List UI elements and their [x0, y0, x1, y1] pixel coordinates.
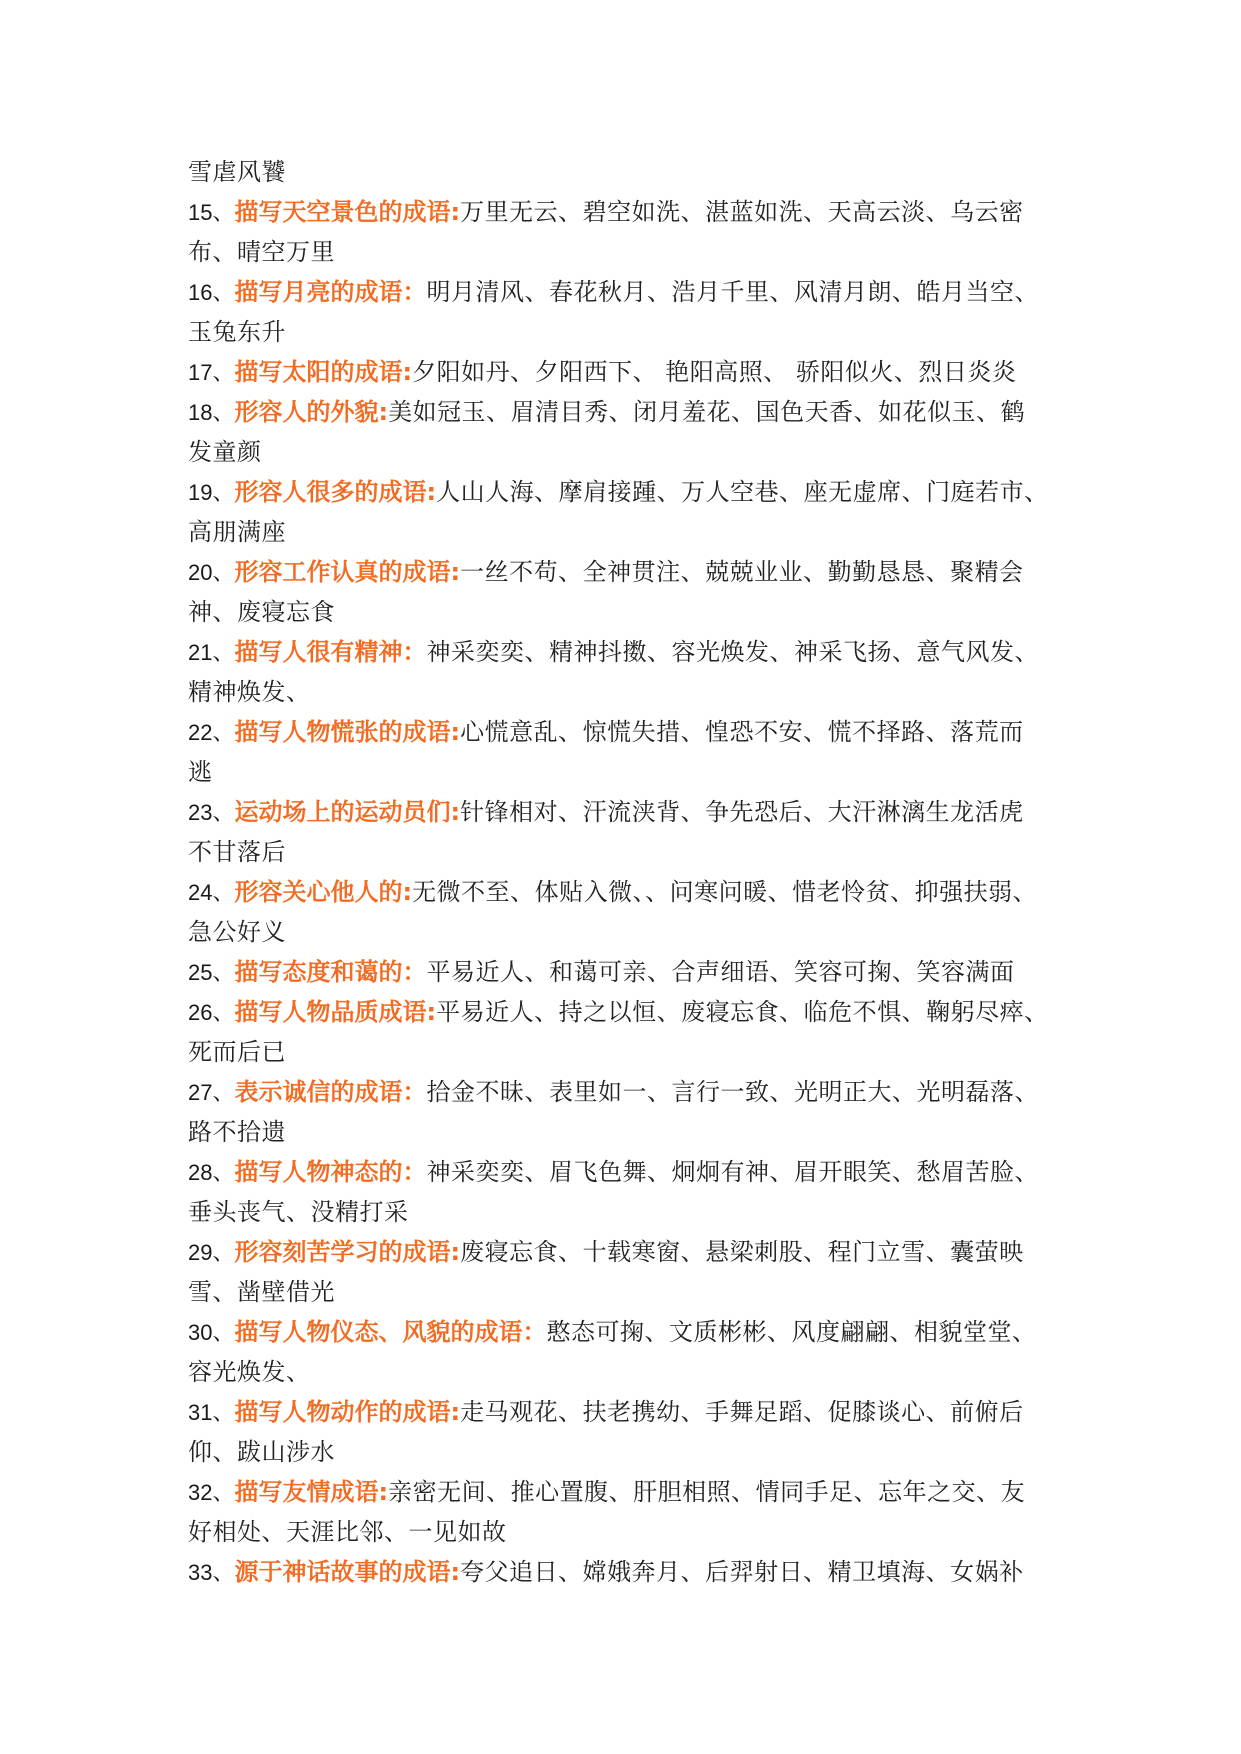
- continuation-line: [188, 1032, 1068, 1072]
- idiom-list-text: 神采奕奕、精神抖擞、容光焕发、神采飞扬、意气风发、: [426, 638, 1039, 666]
- category-heading: 描写月亮的成语：: [234, 278, 427, 306]
- entry-number: 31、: [188, 1400, 235, 1425]
- document-page: [188, 152, 1068, 1592]
- idiom-entry-line: [188, 952, 1068, 992]
- idiom-entry-line: [188, 1312, 1068, 1352]
- idiom-list-text: 高朋满座: [188, 518, 286, 546]
- category-heading: 形容关心他人的:: [234, 878, 413, 906]
- idiom-list-text: 美如冠玉、眉清目秀、闭月羞花、国色天香、如花似玉、鹤: [388, 398, 1026, 426]
- category-heading: 描写天空景色的成语:: [234, 198, 461, 226]
- category-heading: 描写人物品质成语:: [234, 998, 437, 1026]
- idiom-list-text: 布、晴空万里: [188, 238, 335, 266]
- continuation-line: [188, 1192, 1068, 1232]
- idiom-entry-line: [188, 192, 1068, 232]
- idiom-list-text: 玉兔东升: [188, 318, 286, 346]
- idiom-list-text: 不甘落后: [188, 838, 286, 866]
- category-heading: 描写态度和蔼的：: [234, 958, 427, 986]
- idiom-list-text: 平易近人、持之以恒、废寝忘食、临危不惧、鞠躬尽瘁、: [436, 998, 1049, 1026]
- category-heading: 源于神话故事的成语:: [234, 1558, 461, 1586]
- entry-number: 16、: [188, 280, 235, 305]
- entry-number: 19、: [188, 480, 235, 505]
- idiom-list-text: 路不拾遗: [188, 1118, 286, 1146]
- category-heading: 描写友情成语:: [234, 1478, 389, 1506]
- entry-number: 17、: [188, 360, 235, 385]
- entry-number: 23、: [188, 800, 235, 825]
- idiom-list-text: 憨态可掬、文质彬彬、风度翩翩、相貌堂堂、: [546, 1318, 1037, 1346]
- continuation-line: [188, 152, 1068, 192]
- entry-number: 20、: [188, 560, 235, 585]
- idiom-entry-line: [188, 992, 1068, 1032]
- idiom-entry-line: [188, 632, 1068, 672]
- idiom-list-text: 一丝不苟、全神贯注、兢兢业业、勤勤恳恳、聚精会: [460, 558, 1024, 586]
- idiom-entry-line: [188, 1072, 1068, 1112]
- entry-number: 32、: [188, 1480, 235, 1505]
- idiom-entry-line: [188, 272, 1068, 312]
- continuation-line: [188, 1112, 1068, 1152]
- category-heading: 描写人物动作的成语:: [234, 1398, 461, 1426]
- category-heading: 描写太阳的成语:: [234, 358, 413, 386]
- idiom-list-text: 仰、跋山涉水: [188, 1438, 335, 1466]
- idiom-entry-line: [188, 352, 1068, 392]
- idiom-entry-line: [188, 1472, 1068, 1512]
- continuation-line: [188, 1352, 1068, 1392]
- idiom-list-text: 急公好义: [188, 918, 286, 946]
- entry-number: 28、: [188, 1160, 235, 1185]
- continuation-line: [188, 512, 1068, 552]
- category-heading: 运动场上的运动员们:: [234, 798, 461, 826]
- idiom-list-text: 心慌意乱、惊慌失措、惶恐不安、慌不择路、落荒而: [460, 718, 1024, 746]
- idiom-list-text: 发童颜: [188, 438, 262, 466]
- idiom-list-text: 容光焕发、: [188, 1358, 311, 1386]
- idiom-list-text: 人山人海、摩肩接踵、万人空巷、座无虚席、门庭若市、: [436, 478, 1049, 506]
- idiom-entry-line: [188, 1152, 1068, 1192]
- idiom-list-text: 垂头丧气、没精打采: [188, 1198, 409, 1226]
- idiom-list-text: 拾金不昧、表里如一、言行一致、光明正大、光明磊落、: [426, 1078, 1039, 1106]
- idiom-list-text: 雪、凿壁借光: [188, 1278, 335, 1306]
- continuation-line: [188, 432, 1068, 472]
- idiom-list-text: 精神焕发、: [188, 678, 311, 706]
- idiom-list-text: 废寝忘食、十载寒窗、悬梁刺股、程门立雪、囊萤映: [460, 1238, 1024, 1266]
- category-heading: 形容人的外貌:: [234, 398, 389, 426]
- continuation-line: [188, 912, 1068, 952]
- category-heading: 形容工作认真的成语:: [234, 558, 461, 586]
- category-heading: 描写人很有精神：: [234, 638, 427, 666]
- entry-number: 30、: [188, 1320, 235, 1345]
- idiom-list-text: 走马观花、扶老携幼、手舞足蹈、促膝谈心、前俯后: [460, 1398, 1024, 1426]
- entry-number: 29、: [188, 1240, 235, 1265]
- idiom-list-text: 亲密无间、推心置腹、肝胆相照、情同手足、忘年之交、友: [388, 1478, 1026, 1506]
- entry-number: 21、: [188, 640, 235, 665]
- idiom-list-text: 无微不至、体贴入微、、问寒问暖、惜老怜贫、抑强扶弱、: [412, 878, 1038, 906]
- continuation-line: [188, 312, 1068, 352]
- idiom-entry-line: [188, 1552, 1068, 1592]
- idiom-entry-line: [188, 392, 1068, 432]
- continuation-line: [188, 832, 1068, 872]
- category-heading: 形容人很多的成语:: [234, 478, 437, 506]
- continuation-line: [188, 1272, 1068, 1312]
- idiom-list-text: 针锋相对、汗流浃背、争先恐后、大汗淋漓生龙活虎: [460, 798, 1024, 826]
- continuation-line: [188, 752, 1068, 792]
- category-heading: 描写人物神态的：: [234, 1158, 427, 1186]
- entry-number: 22、: [188, 720, 235, 745]
- idiom-list-text: 万里无云、碧空如洗、湛蓝如洗、天高云淡、乌云密: [460, 198, 1024, 226]
- idiom-list-text: 明月清风、春花秋月、浩月千里、风清月朗、皓月当空、: [426, 278, 1039, 306]
- entry-number: 33、: [188, 1560, 235, 1585]
- idiom-entry-line: [188, 872, 1068, 912]
- idiom-list-text: 神、废寝忘食: [188, 598, 335, 626]
- idiom-entry-line: [188, 472, 1068, 512]
- continuation-line: [188, 672, 1068, 712]
- idiom-entry-line: [188, 552, 1068, 592]
- idiom-list-text: 好相处、天涯比邻、一见如故: [188, 1518, 507, 1546]
- category-heading: 形容刻苦学习的成语:: [234, 1238, 461, 1266]
- idiom-list-text: 夕阳如丹、夕阳西下、 艳阳高照、 骄阳似火、烈日炎炎: [412, 358, 1017, 386]
- entry-number: 25、: [188, 960, 235, 985]
- category-heading: 表示诚信的成语：: [234, 1078, 427, 1106]
- idiom-list-text: 神采奕奕、眉飞色舞、炯炯有神、眉开眼笑、愁眉苦脸、: [426, 1158, 1039, 1186]
- entry-number: 18、: [188, 400, 235, 425]
- continuation-line: [188, 232, 1068, 272]
- idiom-list-text: 逃: [188, 758, 213, 786]
- continuation-line: [188, 1512, 1068, 1552]
- idiom-list-text: 平易近人、和蔼可亲、合声细语、笑容可掬、笑容满面: [426, 958, 1015, 986]
- category-heading: 描写人物慌张的成语:: [234, 718, 461, 746]
- idiom-entry-line: [188, 1232, 1068, 1272]
- continuation-line: [188, 592, 1068, 632]
- entry-number: 24、: [188, 880, 235, 905]
- entry-number: 15、: [188, 200, 235, 225]
- continuation-line: [188, 1432, 1068, 1472]
- idiom-entry-line: [188, 792, 1068, 832]
- idiom-list-text: 雪虐风饕: [188, 158, 286, 186]
- idiom-entry-line: [188, 712, 1068, 752]
- entry-number: 27、: [188, 1080, 235, 1105]
- entry-number: 26、: [188, 1000, 235, 1025]
- category-heading: 描写人物仪态、风貌的成语：: [234, 1318, 547, 1346]
- idiom-list-text: 死而后已: [188, 1038, 286, 1066]
- idiom-list-text: 夸父追日、嫦娥奔月、后羿射日、精卫填海、女娲补: [460, 1558, 1024, 1586]
- idiom-entry-line: [188, 1392, 1068, 1432]
